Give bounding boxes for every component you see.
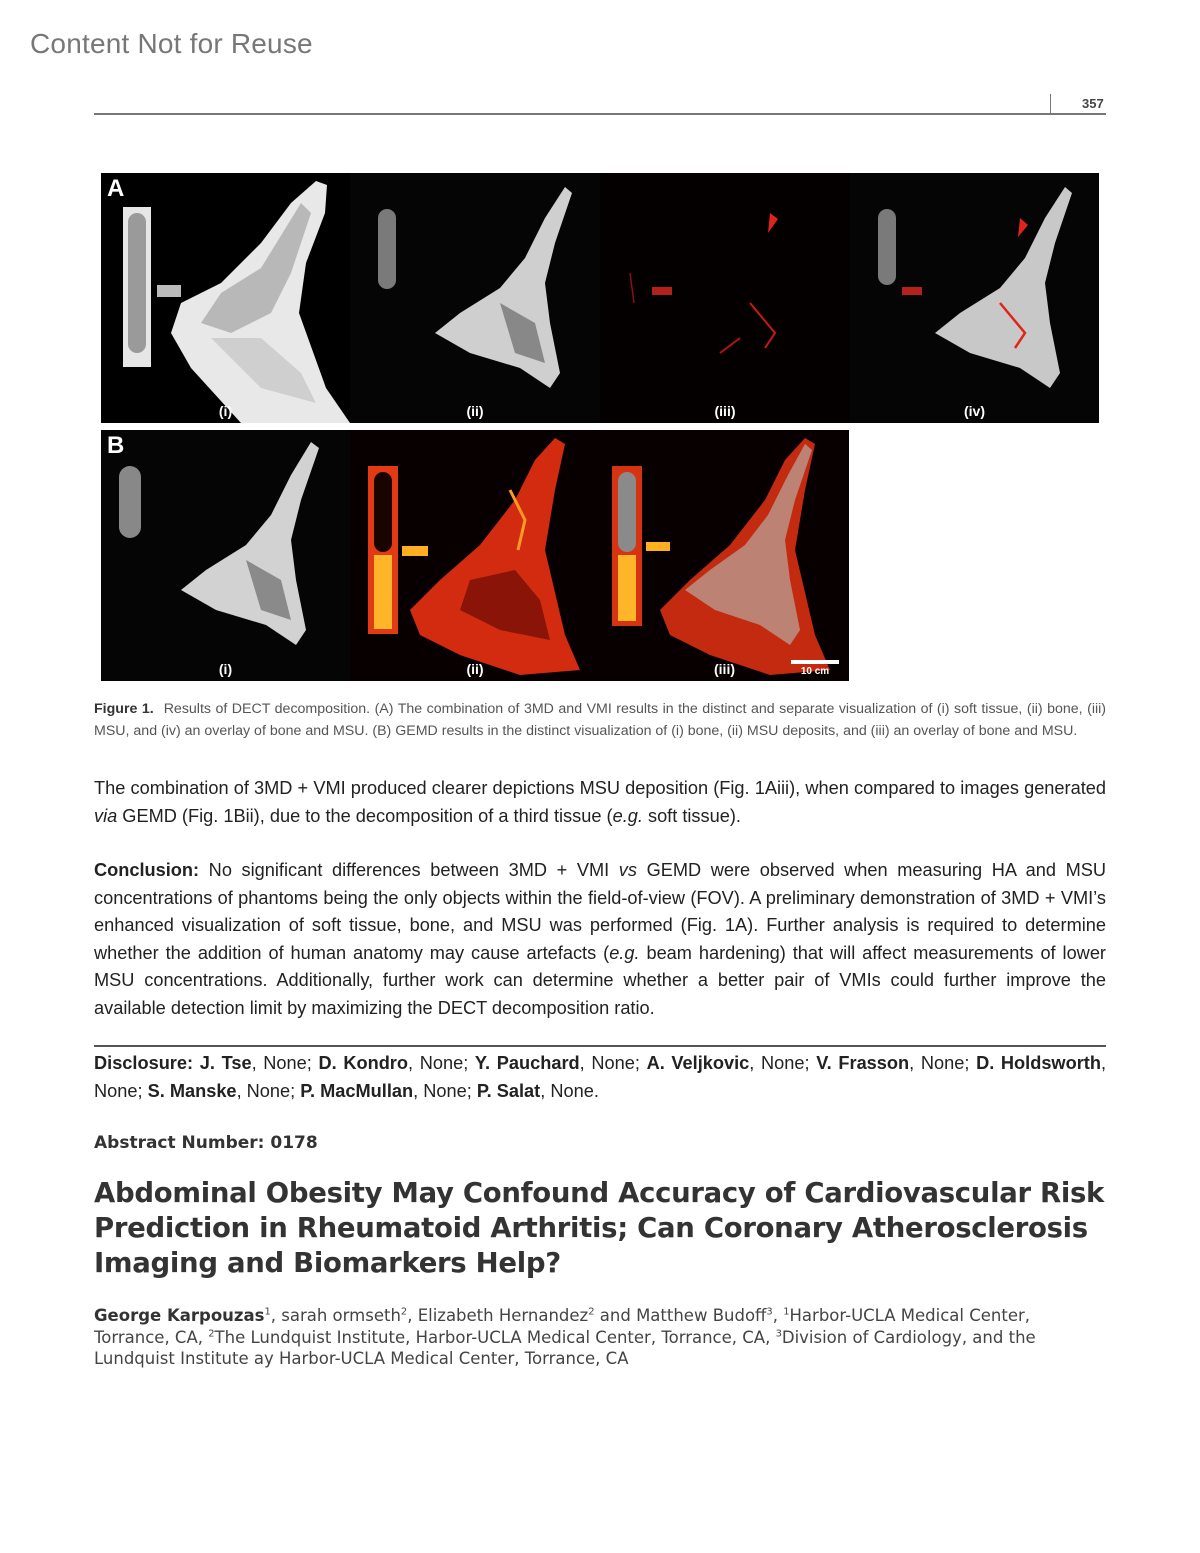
disclosure-value: None <box>761 1053 805 1073</box>
results-text-via: via <box>94 805 118 826</box>
disclosure-value: None <box>550 1080 594 1101</box>
disclosure-name: Y. Pauchard <box>474 1053 580 1073</box>
disclosure-name: P. Salat <box>476 1080 541 1101</box>
results-text-2: GEMD (Fig. 1Bii), due to the decomposition of a third tissue ( <box>117 805 613 826</box>
conclusion-text-eg: e.g. <box>609 942 640 963</box>
affiliation-text: Division of Cardiology, and the Lundquist Institute ay Harbor-UCLA Medical Center, Torrance, CA <box>94 1327 1036 1368</box>
figure-a-iv-label: (iv) <box>964 403 985 419</box>
disclosure-name: A. Veljkovic <box>646 1053 750 1073</box>
header-rule <box>94 113 1106 115</box>
results-paragraph <box>94 775 1106 830</box>
figure-b-ii-image <box>350 430 600 681</box>
affiliation-mark: 3 <box>775 1328 782 1339</box>
page-number: 357 <box>1082 96 1104 111</box>
author-name: George Karpouzas <box>94 1306 265 1325</box>
figure-a-i-image <box>101 173 350 423</box>
abstract-title: Abdominal Obesity May Confound Accuracy of Cardiovascular Risk Prediction in Rheumatoid Arthritis; Can Coronary Atherosclerosis Imaging and Biomarkers Help? <box>94 1177 1105 1279</box>
panel-b-letter: B <box>107 432 125 459</box>
figure-caption <box>94 699 1106 742</box>
results-text-1: The combination of 3MD + VMI produced clearer depictions MSU deposition (Fig. 1Aiii), when compared to images generated <box>94 778 1106 798</box>
conclusion-text-vs: vs <box>618 860 637 880</box>
figure-a-i-label: (i) <box>218 403 233 419</box>
figure-a-iii-image <box>600 173 850 423</box>
figure-panel-b <box>101 430 849 681</box>
results-text-3: soft tissue). <box>642 805 741 826</box>
conclusion-text-3: beam hardening) that will affect measurements of lower MSU concentrations. Additionally, further work can determine whether a better pair of VMIs could further improve the available detection limit by maximizing the DECT decomposition ratio. <box>94 942 1106 1018</box>
figure-a-iii-label: (iii) <box>714 403 736 419</box>
figure-a-iv-image <box>850 173 1099 423</box>
figure-a-ii-label: (ii) <box>466 403 484 419</box>
abstract-number: Abstract Number: 0178 <box>94 1133 318 1153</box>
author-affiliation-mark: 2 <box>400 1306 408 1318</box>
author-name: , sarah ormseth <box>270 1306 401 1325</box>
disclosure-name: D. Kondro <box>318 1053 408 1073</box>
disclosure-value: None <box>263 1053 307 1073</box>
figure-panel-a <box>101 173 1099 423</box>
scale-bar <box>791 660 839 677</box>
author-separator: , <box>772 1306 784 1325</box>
author-name: and Matthew Budoff <box>594 1306 767 1325</box>
scale-bar-line <box>791 660 839 664</box>
figure-b-iii-label: (iii) <box>714 661 735 677</box>
figure-caption-text: Results of DECT decomposition. (A) The combination of 3MD and VMI results in the distinct and separate visualization of (i) soft tissue, (ii) bone, (iii) MSU, and (iv) an overlay of bone and MSU. (B) GEMD results in the distinct visualization of (i) bone, (ii) MSU deposits, and (iii) an overlay of bone and MSU. <box>94 701 1106 739</box>
affiliation-mark: 2 <box>208 1328 215 1339</box>
disclosure-value: None <box>423 1080 467 1101</box>
disclosure-label: Disclosure: <box>94 1053 194 1073</box>
figure-a-ii-image <box>350 173 600 423</box>
watermark: Content Not for Reuse <box>30 28 313 59</box>
figure-b-i-image <box>101 430 350 681</box>
header-tick <box>1050 94 1051 113</box>
affiliation-mark: 1 <box>783 1306 790 1318</box>
figure-b-iii-image <box>600 430 849 681</box>
conclusion-paragraph <box>94 857 1106 1023</box>
disclosure-value: None <box>94 1080 138 1101</box>
panel-a-letter: A <box>107 175 125 202</box>
affiliation-text: The Lundquist Institute, Harbor-UCLA Medical Center, Torrance, CA, <box>214 1327 776 1347</box>
author-list <box>94 1305 1106 1370</box>
author-affiliation-mark: 2 <box>588 1306 595 1318</box>
disclosure-paragraph: Disclosure: J. Tse, None; D. Kondro, None; Y. Pauchard, None; A. Veljkovic, None; V. Frasson, None; D. Holdsworth, None; S. Manske, None; P. MacMullan, None; P. Salat, None. <box>94 1053 1106 1101</box>
affiliation-text: Harbor-UCLA Medical Center, Torrance, CA, <box>94 1306 1031 1347</box>
disclosure-value: None <box>591 1053 635 1073</box>
conclusion-text-2: GEMD were observed when measuring HA and MSU concentrations of phantoms being the only objects within the field-of-view (FOV). A preliminary demonstration of 3MD + VMI’s enhanced visualization of soft tissue, bone, and MSU was performed (Fig. 1A). Further analysis is required to determine whether the addition of human anatomy may cause artefacts ( <box>94 860 1106 963</box>
figure-caption-label: Figure 1. <box>94 701 154 717</box>
conclusion-text-1: No significant differences between 3MD + VMI <box>199 860 619 880</box>
figure-b-i-label: (i) <box>218 661 233 677</box>
author-affiliation-mark: 3 <box>766 1306 773 1318</box>
section-divider <box>94 1045 1106 1047</box>
author-name: , Elizabeth Hernandez <box>407 1306 589 1325</box>
disclosure-name: V. Frasson <box>816 1053 910 1073</box>
results-text-eg: e.g. <box>612 805 643 826</box>
disclosure-name: J. Tse <box>199 1053 252 1073</box>
disclosure-name: S. Manske <box>147 1080 237 1101</box>
author-affiliation-mark: 1 <box>264 1306 271 1318</box>
disclosure-value: None <box>419 1053 464 1073</box>
disclosure-name: P. MacMullan <box>300 1080 414 1101</box>
disclosure-name: D. Holdsworth <box>976 1053 1101 1073</box>
figure-b-ii-label: (ii) <box>466 661 484 677</box>
conclusion-label: Conclusion: <box>94 860 200 880</box>
disclosure-value: None <box>246 1080 291 1101</box>
scale-bar-label: 10 cm <box>800 666 830 677</box>
disclosure-value: None <box>920 1053 965 1073</box>
